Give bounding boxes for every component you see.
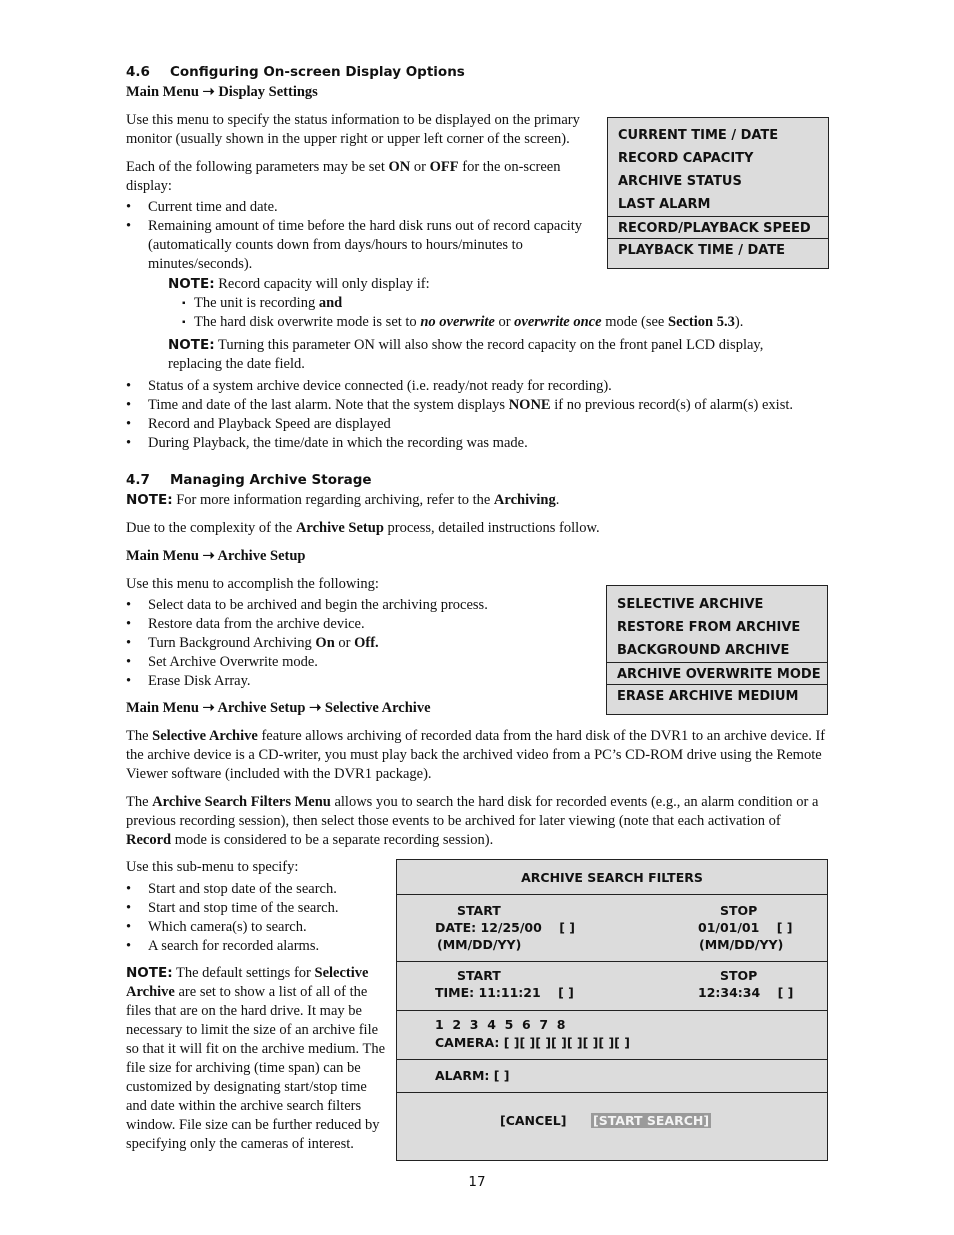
- archive-setup-menu: [606, 585, 828, 715]
- time-start-field[interactable]: TIME: 11:11:21 [ ]: [435, 985, 574, 1000]
- complexity-paragraph: Due to the complexity of the Archive Setup process, detailed instructions follow.: [126, 520, 600, 536]
- note-default-settings: NOTE: The default settings for Selective Archive are set to show a list of all of the files that are on the hard drive. It may be necessary to limit the size of an archive file so that it will fit on the archive medium. The file size for archiving (time span) can be customized by designating start/stop time and date within the archive search filters window. File size can be further reduced by specifying only the cameras of interest.: [126, 965, 386, 1152]
- list-item: • Turn Background Archiving On or Off.: [126, 634, 596, 653]
- filters-time-row: [397, 962, 827, 1011]
- archive-search-filters-paragraph: The Archive Search Filters Menu allows you to search the hard disk for recorded events (e.g., an alarm condition or a previous recording session), then select those events to be archived for later viewing (note that each activation of Record mode is considered to be a separate recording session).: [126, 794, 819, 848]
- time-start-label: START: [457, 968, 501, 983]
- date-stop-label: STOP: [720, 903, 758, 918]
- menu-item-playback-time-date[interactable]: PLAYBACK TIME / DATE: [618, 243, 786, 258]
- start-search-button[interactable]: [START SEARCH]: [593, 1113, 710, 1128]
- menu-item-selective-archive[interactable]: SELECTIVE ARCHIVE: [617, 597, 764, 612]
- menu-path-archive: Main Menu ➝ Archive Setup: [126, 548, 306, 564]
- list-item: • Which camera(s) to search.: [126, 918, 386, 937]
- date-format-start: (MM/DD/YY): [437, 937, 522, 952]
- list-item: • Start and stop time of the search.: [126, 899, 386, 918]
- menu-item-last-alarm[interactable]: LAST ALARM: [618, 197, 711, 212]
- display-params-list-2: [126, 377, 826, 453]
- path-target: Display Settings: [218, 84, 318, 100]
- note-archiving: NOTE: For more information regarding archiving, refer to the Archiving.: [126, 492, 560, 508]
- alarm-select-field[interactable]: ALARM: [ ]: [435, 1068, 510, 1083]
- note-record-capacity: NOTE: Record capacity will only display if: ▪ The unit is recording and ▪ The hard disk overwrite mode is set to no overwrite or overwrite once mode (see Section 5.3).: [168, 275, 808, 332]
- filters-camera-row: [397, 1011, 827, 1060]
- camera-select-field[interactable]: CAMERA: [ ][ ][ ][ ][ ][ ][ ][ ]: [435, 1035, 630, 1050]
- filters-title-row: [397, 860, 827, 895]
- menu-item-background-archive[interactable]: BACKGROUND ARCHIVE: [617, 643, 790, 658]
- list-item: • Select data to be archived and begin the archiving process.: [126, 596, 596, 615]
- menu-path-selective: Main Menu ➝ Archive Setup ➝ Selective Archive: [126, 700, 431, 716]
- page-number: 17: [468, 1174, 486, 1190]
- menu-item-archive-overwrite-mode[interactable]: ARCHIVE OVERWRITE MODE: [607, 662, 827, 685]
- filters-actions-row: [397, 1093, 827, 1160]
- note-label: NOTE:: [168, 337, 215, 353]
- arrow-icon: ➝: [202, 700, 215, 716]
- list-item: • A search for recorded alarms.: [126, 937, 386, 956]
- note-label: NOTE:: [168, 276, 215, 292]
- section-number: 4.7: [126, 472, 150, 488]
- intro-paragraph: Use this menu to specify the status information to be displayed on the primary monitor (usually shown in the upper right or upper left corner of the screen).: [126, 112, 580, 147]
- menu-item-record-playback-speed[interactable]: RECORD/PLAYBACK SPEED: [608, 216, 828, 239]
- menu-item-restore-from-archive[interactable]: RESTORE FROM ARCHIVE: [617, 620, 801, 635]
- path-main: Main Menu: [126, 84, 199, 100]
- note-label: NOTE:: [126, 492, 173, 508]
- menu-item-record-capacity[interactable]: RECORD CAPACITY: [618, 151, 754, 166]
- menu-item-archive-status[interactable]: ARCHIVE STATUS: [618, 174, 742, 189]
- list-item: • Time and date of the last alarm. Note that the system displays NONE if no previous record(s) of alarm(s) exist.: [126, 396, 826, 415]
- arrow-icon: ➝: [309, 700, 322, 716]
- note-label: NOTE:: [126, 965, 173, 981]
- display-params-list: [126, 198, 604, 274]
- section-4-7-heading: [126, 472, 372, 488]
- list-item: • Start and stop date of the search.: [126, 880, 386, 899]
- params-paragraph: Each of the following parameters may be set ON or OFF for the on-screen display:: [126, 159, 561, 194]
- date-start-field[interactable]: DATE: 12/25/00 [ ]: [435, 920, 575, 935]
- menu-path-display: [126, 83, 318, 102]
- date-format-stop: (MM/DD/YY): [699, 937, 784, 952]
- selective-archive-paragraph: The Selective Archive feature allows archiving of recorded data from the hard disk of the DVR1 to an archive device. If the archive device is a CD-writer, you must play back the archived video from a PC’s CD-ROM drive using the Remote Viewer software (included with the DVR1 package).: [126, 728, 826, 782]
- menu-item-erase-archive-medium[interactable]: ERASE ARCHIVE MEDIUM: [617, 689, 799, 704]
- list-item: • Set Archive Overwrite mode.: [126, 653, 596, 672]
- menu-item-current-time-date[interactable]: CURRENT TIME / DATE: [618, 128, 779, 143]
- time-stop-label: STOP: [720, 968, 758, 983]
- camera-numbers: 1 2 3 4 5 6 7 8: [435, 1017, 566, 1032]
- section-title: Configuring On-screen Display Options: [170, 64, 465, 80]
- sub-menu-list: [126, 880, 386, 956]
- list-item: • Current time and date.: [126, 198, 604, 217]
- section-number: 4.6: [126, 64, 150, 80]
- date-stop-field[interactable]: 01/01/01 [ ]: [698, 920, 793, 935]
- list-item: • During Playback, the time/date in which the recording was made.: [126, 434, 826, 453]
- archive-search-filters-window: [396, 859, 828, 1161]
- filters-title: ARCHIVE SEARCH FILTERS: [521, 870, 703, 885]
- archive-actions-list: [126, 596, 596, 691]
- section-4-6-heading: [126, 64, 465, 80]
- filters-alarm-row: [397, 1060, 827, 1093]
- display-settings-menu: [607, 117, 829, 269]
- list-item: • Erase Disk Array.: [126, 672, 596, 691]
- list-item: • Remaining amount of time before the hard disk runs out of record capacity (automatically counts down from days/hours to hours/minutes to minutes/seconds).: [126, 217, 604, 274]
- list-item: • Status of a system archive device connected (i.e. ready/not ready for recording).: [126, 377, 826, 396]
- use-menu-text: Use this menu to accomplish the following:: [126, 576, 379, 592]
- filters-date-row: [397, 895, 827, 962]
- note-sub-item: ▪ The unit is recording and: [182, 294, 808, 313]
- section-title: Managing Archive Storage: [170, 472, 372, 488]
- arrow-icon: ➝: [202, 84, 215, 100]
- sub-menu-use-text: Use this sub-menu to specify:: [126, 859, 299, 875]
- arrow-icon: ➝: [202, 548, 215, 564]
- cancel-button[interactable]: [CANCEL]: [500, 1113, 567, 1128]
- time-stop-field[interactable]: 12:34:34 [ ]: [698, 985, 794, 1000]
- date-start-label: START: [457, 903, 501, 918]
- list-item: • Restore data from the archive device.: [126, 615, 596, 634]
- note-sub-item: ▪ The hard disk overwrite mode is set to no overwrite or overwrite once mode (see Section 5.3).: [182, 313, 808, 332]
- note-front-panel: NOTE: Turning this parameter ON will also show the record capacity on the front panel LCD display, replacing the date field.: [168, 337, 764, 372]
- list-item: • Record and Playback Speed are displayed: [126, 415, 826, 434]
